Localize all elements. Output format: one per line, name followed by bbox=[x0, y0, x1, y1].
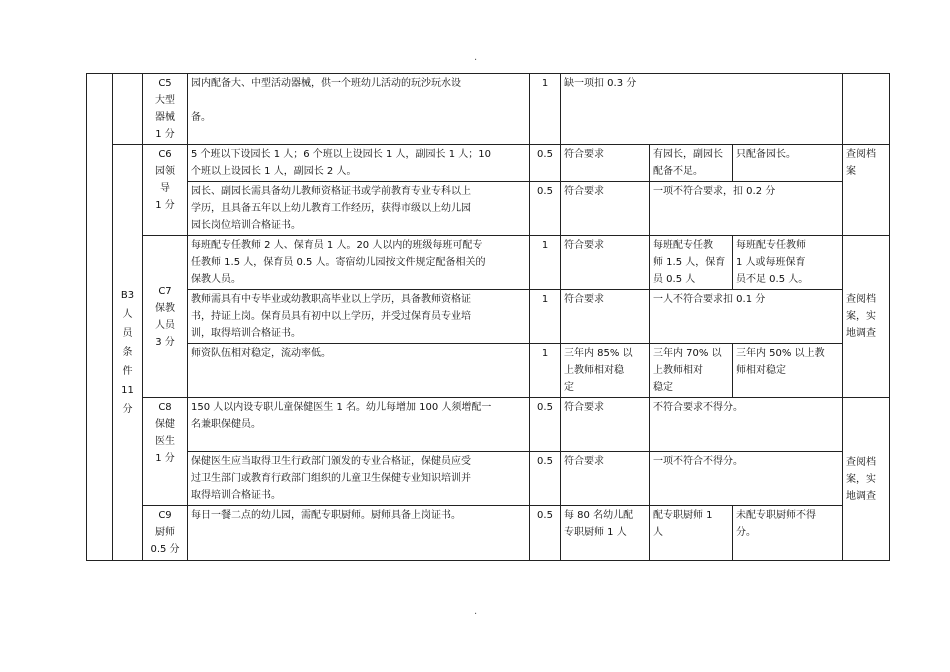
criteria-cell: 符合要求 bbox=[561, 290, 650, 344]
method-note: 查阅档 案，实 地调查 bbox=[843, 398, 890, 561]
category-label: B3 人 员 条 件 11 分 bbox=[113, 145, 143, 561]
score-cell: 1 bbox=[530, 74, 561, 145]
item-code-c9: C9 厨师 0.5 分 bbox=[143, 506, 188, 561]
criteria-cell: 一项不符合不得分。 bbox=[650, 452, 843, 506]
score-cell: 1 bbox=[530, 290, 561, 344]
item-code-c7: C7 保教 人员 3 分 bbox=[143, 236, 188, 398]
criteria-cell: 符合要求 bbox=[561, 236, 650, 290]
method-note: 查阅档 案 bbox=[843, 145, 890, 236]
criteria-cell: 三年内 70% 以 上教师相对 稳定 bbox=[650, 344, 733, 398]
method-note: 查阅档 案，实 地调查 bbox=[843, 236, 890, 398]
requirement-text: 师资队伍相对稳定，流动率低。 bbox=[188, 344, 530, 398]
score-cell: 1 bbox=[530, 236, 561, 290]
row-c6-a bbox=[87, 145, 890, 182]
criteria-cell: 每 80 名幼儿配 专职厨师 1 人 bbox=[561, 506, 650, 561]
criteria-cell: 三年内 85% 以 上教师相对稳 定 bbox=[561, 344, 650, 398]
criteria-cell: 符合要求 bbox=[561, 398, 650, 452]
requirement-text: 每班配专任教师 2 人、保育员 1 人。20 人以内的班级每班可配专 任教师 1.5 人，保育员 0.5 人。寄宿幼儿园按文件规定配备相关的 保教人员。 bbox=[188, 236, 530, 290]
method-blank-cell bbox=[843, 74, 890, 145]
criteria-cell: 缺一项扣 0.3 分 bbox=[561, 74, 843, 145]
row-c9 bbox=[87, 506, 890, 561]
criteria-cell: 未配专职厨师不得 分。 bbox=[733, 506, 843, 561]
criteria-cell: 只配备园长。 bbox=[733, 145, 843, 182]
score-cell: 1 bbox=[530, 344, 561, 398]
requirement-text: 150 人以内设专职儿童保健医生 1 名。幼儿每增加 100 人须增配一 名兼职保健员。 bbox=[188, 398, 530, 452]
score-cell: 0.5 bbox=[530, 506, 561, 561]
score-cell: 0.5 bbox=[530, 452, 561, 506]
criteria-cell: 每班配专任教 师 1.5 人，保育 员 0.5 人 bbox=[650, 236, 733, 290]
criteria-cell: 符合要求 bbox=[561, 452, 650, 506]
item-code-c5: C5 大型 器械 1 分 bbox=[143, 74, 188, 145]
row-c7-b bbox=[87, 290, 890, 344]
evaluation-table bbox=[86, 73, 890, 561]
blank-column bbox=[87, 74, 113, 561]
requirement-text: 每日一餐二点的幼儿园，需配专职厨师。厨师具备上岗证书。 bbox=[188, 506, 530, 561]
row-c7-a bbox=[87, 236, 890, 290]
requirement-text: 教师需具有中专毕业或幼教职高毕业以上学历，具备教师资格证 书，持证上岗。保育员具有初中以上学历，并受过保育员专业培 训，取得培训合格证书。 bbox=[188, 290, 530, 344]
criteria-cell: 有园长，副园长 配备不足。 bbox=[650, 145, 733, 182]
requirement-text: 园内配备大、中型活动器械，供一个班幼儿活动的玩沙玩水设 备。 bbox=[188, 74, 530, 145]
criteria-cell: 三年内 50% 以上教 师相对稳定 bbox=[733, 344, 843, 398]
requirement-text: 保健医生应当取得卫生行政部门颁发的专业合格证，保健员应受 过卫生部门或教育行政部门组织的儿童卫生保健专业知识培训并 取得培训合格证书。 bbox=[188, 452, 530, 506]
criteria-cell: 符合要求 bbox=[561, 145, 650, 182]
requirement-text: 园长、副园长需具备幼儿教师资格证书或学前教育专业专科以上 学历，且具备五年以上幼儿教育工作经历，获得市级以上幼儿园 园长岗位培训合格证书。 bbox=[188, 182, 530, 236]
page-bottom-mark: . bbox=[474, 606, 478, 617]
criteria-cell: 一项不符合要求，扣 0.2 分 bbox=[650, 182, 843, 236]
score-cell: 0.5 bbox=[530, 145, 561, 182]
score-cell: 0.5 bbox=[530, 398, 561, 452]
row-c5 bbox=[87, 74, 890, 145]
item-code-c6: C6 园领 导 1 分 bbox=[143, 145, 188, 236]
page-top-mark: . bbox=[474, 52, 478, 63]
criteria-cell: 不符合要求不得分。 bbox=[650, 398, 843, 452]
criteria-cell: 符合要求 bbox=[561, 182, 650, 236]
score-cell: 0.5 bbox=[530, 182, 561, 236]
row-c7-c bbox=[87, 344, 890, 398]
row-c8-a bbox=[87, 398, 890, 452]
category-blank-cell bbox=[113, 74, 143, 145]
item-code-c8: C8 保健 医生 1 分 bbox=[143, 398, 188, 506]
criteria-cell: 一人不符合要求扣 0.1 分 bbox=[650, 290, 843, 344]
criteria-cell: 配专职厨师 1 人 bbox=[650, 506, 733, 561]
row-c8-b bbox=[87, 452, 890, 506]
criteria-cell: 每班配专任教师 1 人或每班保育 员不足 0.5 人。 bbox=[733, 236, 843, 290]
requirement-text: 5 个班以下设园长 1 人；6 个班以上设园长 1 人，副园长 1 人；10 个班以上设园长 1 人，副园长 2 人。 bbox=[188, 145, 530, 182]
row-c6-b bbox=[87, 182, 890, 236]
